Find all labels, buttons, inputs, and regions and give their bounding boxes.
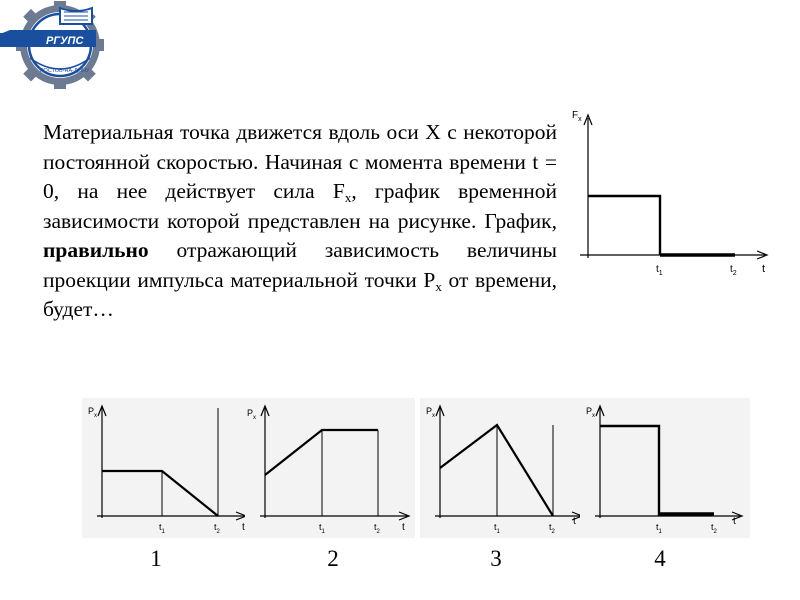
option-2-t1-label: $t_1$ [319, 522, 325, 535]
force-t1-label: $t_1$ [656, 264, 663, 277]
logo-ring-text: РОСТОВ-НА-ДОНУ [40, 68, 90, 74]
logo-text: РГУПС [46, 35, 84, 47]
force-graph [570, 100, 780, 280]
option-3-t2-label: $t_2$ [549, 522, 555, 535]
force-line-1 [588, 196, 660, 255]
option-1-t2-label: $t_2$ [214, 522, 220, 535]
option-3-graph [420, 398, 590, 538]
option-1-y-label: $P_x$ [88, 406, 98, 419]
option-4-number[interactable]: 4 [654, 546, 666, 571]
option-4-graph [580, 398, 750, 538]
force-x-label: t [762, 263, 766, 275]
option-4-t1-label: $t_1$ [656, 522, 662, 535]
problem-sub-1: x [344, 190, 352, 205]
option-4-t2-label: $t_2$ [711, 522, 717, 535]
force-y-label: $F_x$ [572, 110, 582, 123]
problem-text-2: , график временной зависимости которой представлен на рисунке. График, [43, 179, 557, 233]
option-4-y-label: $P_x$ [586, 406, 596, 419]
option-1-t1-label: $t_1$ [159, 522, 165, 535]
option-1-x-label: t [242, 522, 245, 533]
problem-sub-2: x [435, 278, 442, 294]
option-3-t1-label: $t_1$ [494, 522, 500, 535]
option-1-graph [82, 398, 252, 538]
problem-text-1: Материальная точка движется вдоль оси X с некоторой постоянной скоростью. Начиная с момента времени t = 0, на нее действует сила F [43, 120, 557, 203]
problem-text-3: отражающий зависимость величины проекции импульса материальной точки P [43, 238, 557, 292]
option-2-x-label: t [402, 522, 405, 533]
problem-bold-word: правильно [43, 238, 149, 262]
option-2-y-label: $P_x$ [247, 408, 257, 421]
option-2-t2-label: $t_2$ [374, 522, 380, 535]
problem-text-4: от времени, будет… [43, 267, 557, 321]
option-2-graph [245, 398, 415, 538]
option-3-x-label: t [573, 516, 576, 527]
problem-statement [43, 118, 557, 325]
option-1-number[interactable]: 1 [150, 546, 162, 571]
force-t2-label: $t_2$ [730, 264, 737, 277]
option-3-y-label: $P_x$ [426, 406, 436, 419]
option-2-number[interactable]: 2 [327, 546, 339, 571]
option-4-x-label: t [733, 516, 736, 527]
university-logo [0, 0, 118, 92]
option-3-number[interactable]: 3 [490, 546, 502, 571]
